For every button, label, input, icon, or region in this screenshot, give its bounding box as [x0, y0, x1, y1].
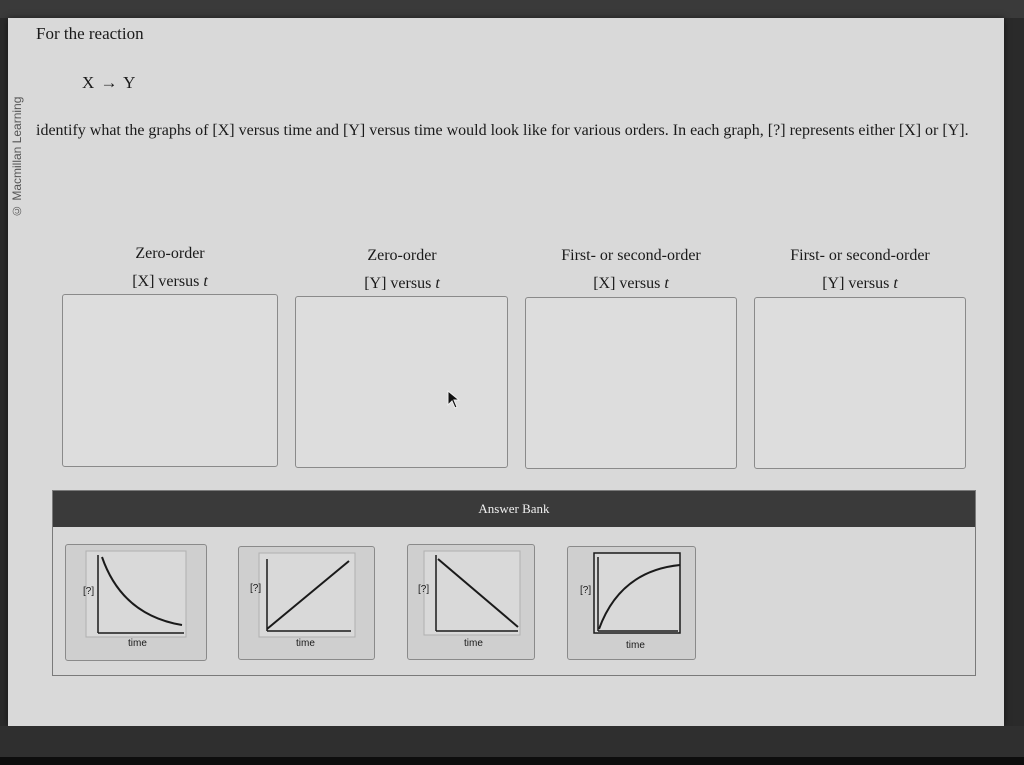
card-xlabel: time — [626, 640, 645, 651]
reaction-equation: X → Y — [82, 73, 137, 92]
bottom-strip — [0, 726, 1024, 765]
answer-card-exponential-decay[interactable] — [65, 544, 207, 661]
top-strip — [0, 0, 1024, 18]
question-instructions: identify what the graphs of [X] versus time and [Y] versus time would look like for various orders. In each graph, [?] represents either [X] or [Y]. — [36, 122, 969, 139]
answer-bank — [52, 490, 976, 676]
drop-zone-zero-order-y[interactable] — [295, 296, 508, 468]
column-label-line1: Zero-order — [367, 247, 437, 264]
drop-zone-zero-order-x[interactable] — [62, 294, 278, 467]
column-label-line2: [X] versus t — [132, 273, 208, 290]
drop-zone-first-second-order-y[interactable] — [754, 297, 966, 469]
mouse-pointer-icon — [447, 390, 461, 410]
column-label-first-second-order-y — [750, 242, 970, 298]
column-label-line1: First- or second-order — [561, 247, 701, 264]
card-ylabel: [?] — [418, 584, 430, 595]
column-label-line2: [Y] versus t — [822, 275, 898, 292]
card-ylabel: [?] — [580, 585, 592, 596]
question-intro: For the reaction — [36, 24, 144, 43]
column-label-line2: [X] versus t — [593, 275, 669, 292]
exponential-growth-graph-icon — [568, 547, 697, 661]
column-label-line2: [Y] versus t — [364, 275, 440, 292]
linear-increase-graph-icon — [239, 547, 376, 661]
linear-decrease-graph-icon — [408, 545, 536, 661]
copyright-notice: © Macmillan Learning — [10, 96, 24, 218]
exponential-decay-graph-icon — [66, 545, 208, 662]
card-ylabel: [?] — [83, 586, 95, 597]
column-label-zero-order-x — [60, 240, 280, 296]
column-label-line1: Zero-order — [135, 245, 205, 262]
drop-zone-first-second-order-x[interactable] — [525, 297, 737, 469]
answer-bank-title: Answer Bank — [53, 491, 975, 527]
answer-card-exponential-growth[interactable] — [567, 546, 696, 660]
card-ylabel: [?] — [250, 583, 262, 594]
card-xlabel: time — [296, 638, 315, 649]
column-label-first-second-order-x — [521, 242, 741, 298]
answer-card-linear-decrease[interactable] — [407, 544, 535, 660]
column-label-line1: First- or second-order — [790, 247, 930, 264]
column-label-zero-order-y — [292, 242, 512, 298]
bottom-edge — [0, 757, 1024, 765]
answer-card-linear-increase[interactable] — [238, 546, 375, 660]
card-xlabel: time — [128, 638, 147, 649]
card-xlabel: time — [464, 638, 483, 649]
